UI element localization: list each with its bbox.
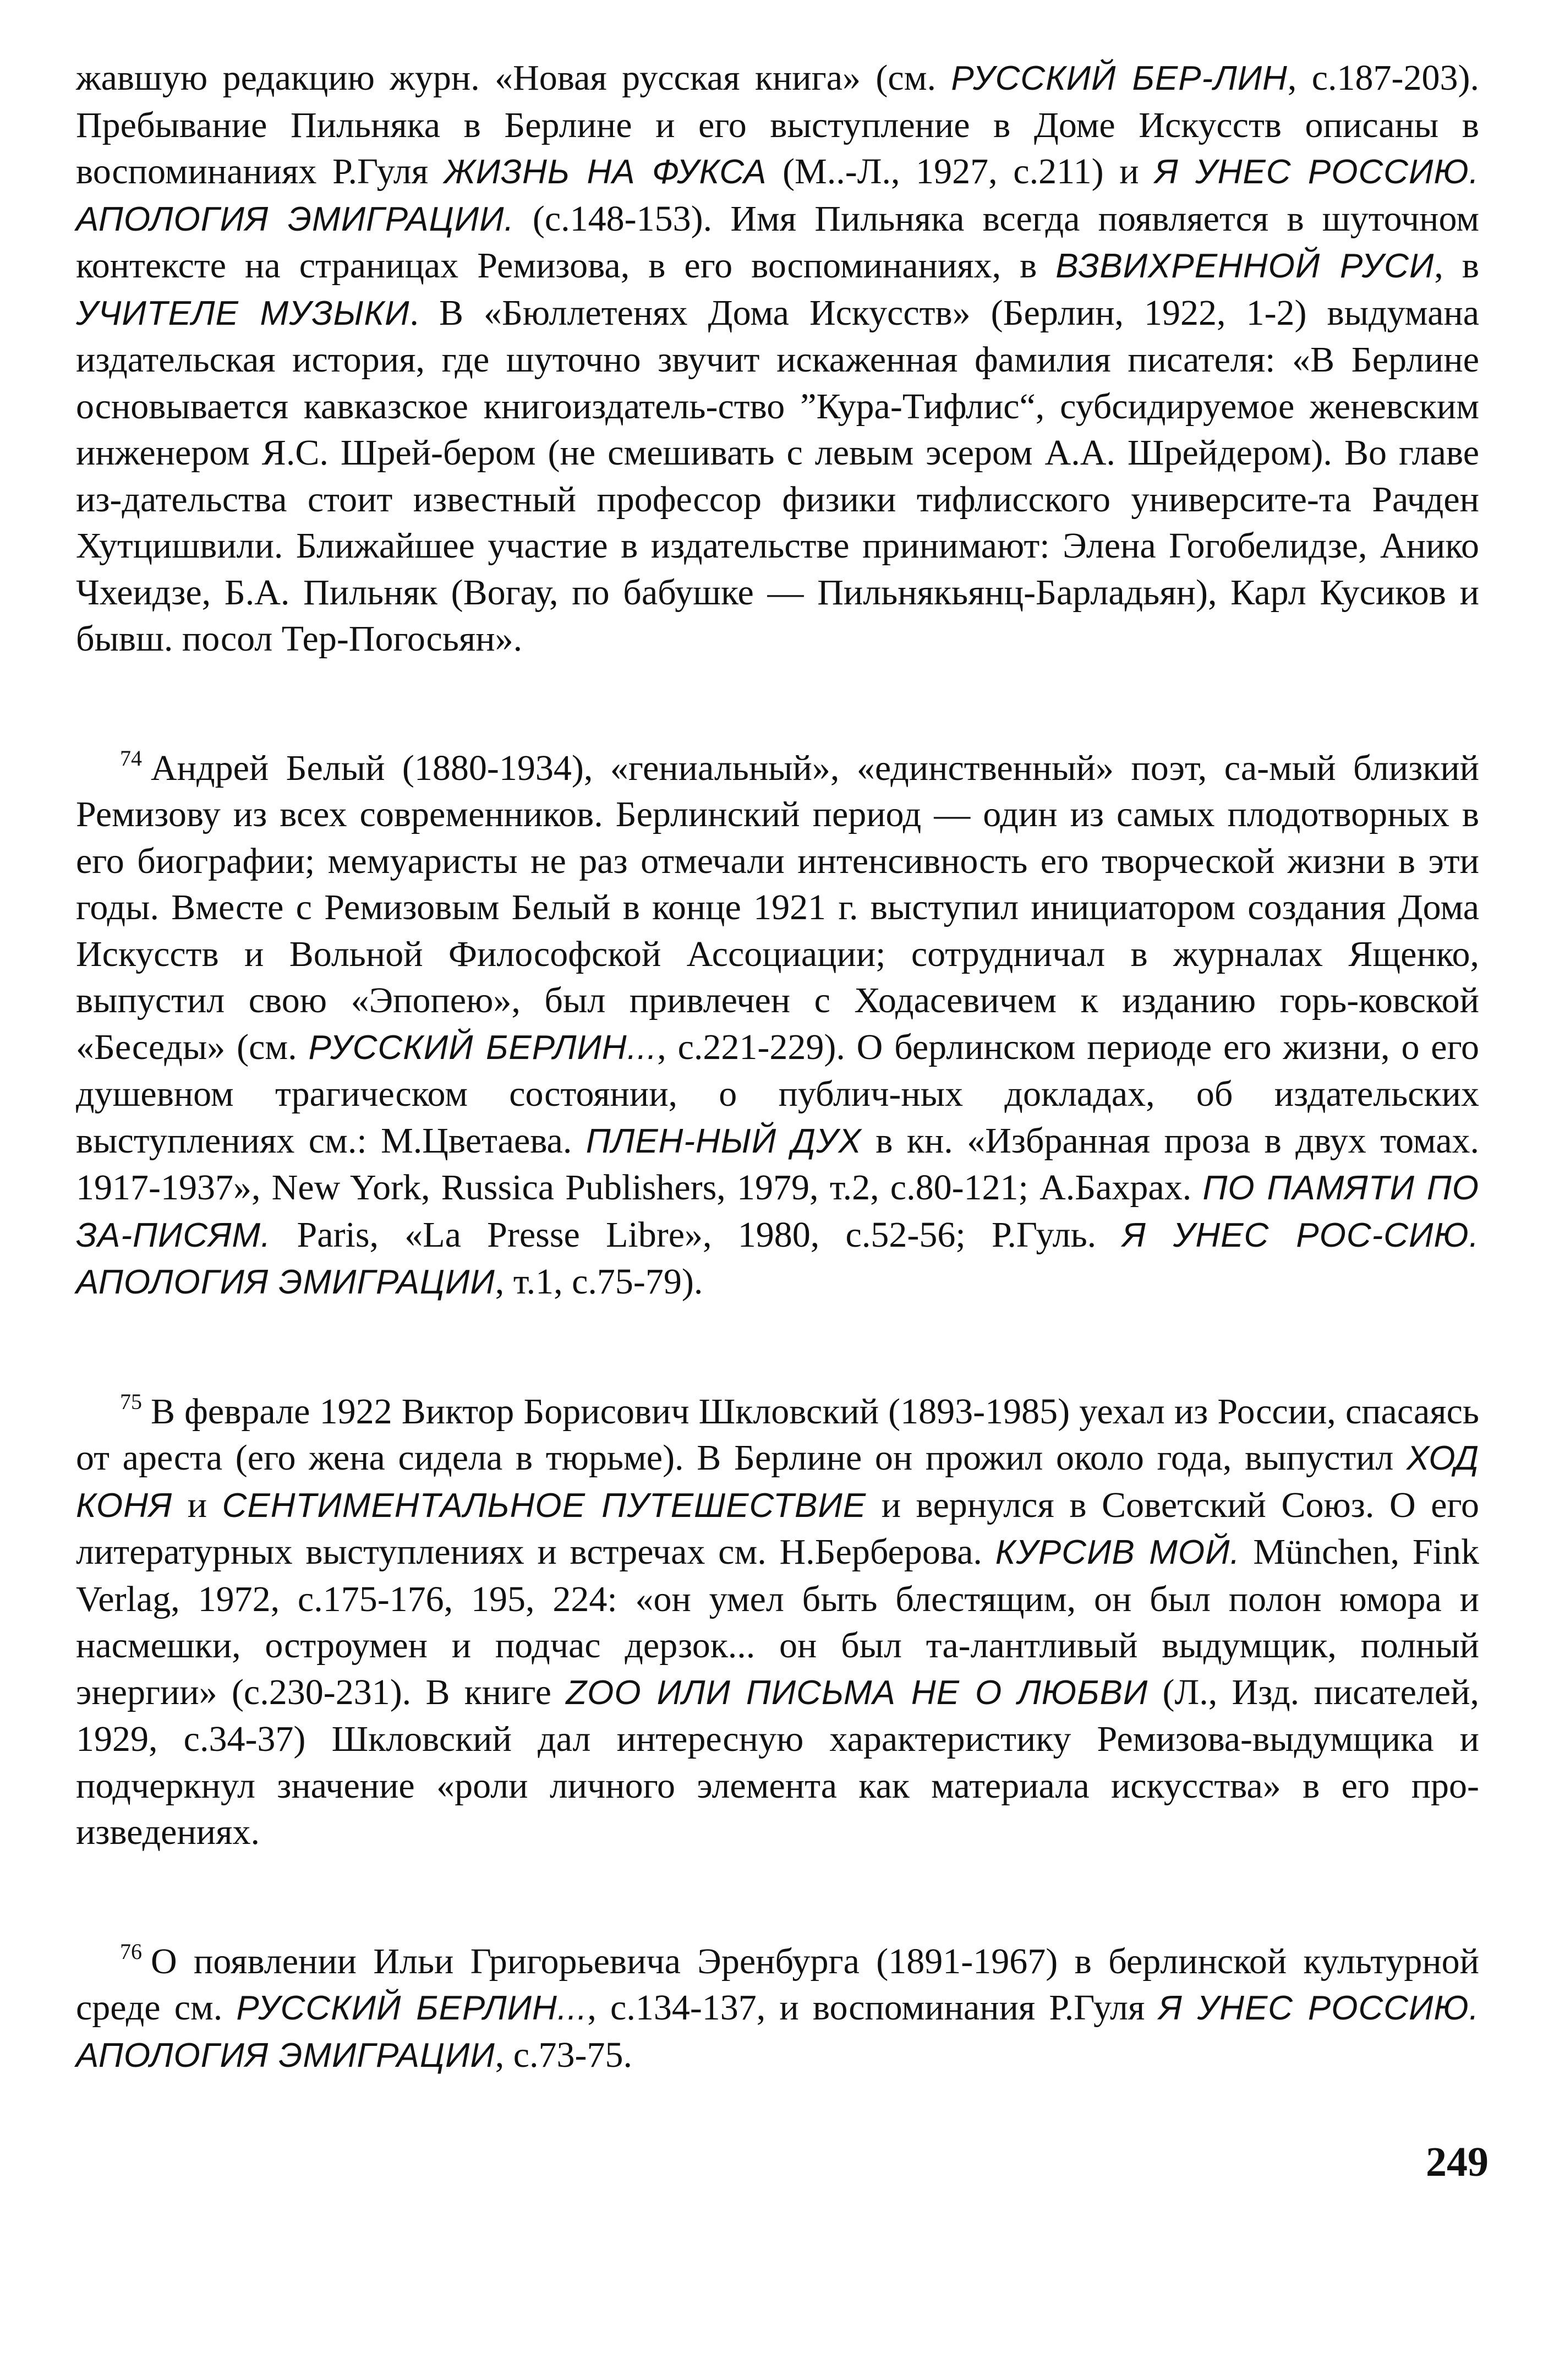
text-run: , в — [1434, 245, 1480, 286]
continued-footnote-73 — [76, 55, 1479, 663]
text-run: , с.221-229). О берлинском периоде его жизни, о его душевном трагическом состоянии, о публич-ных докладах, об издательских выступлениях см.: М.Цветаева. — [76, 1027, 1479, 1161]
text-run: München, Fink Verlag, 1972, с.175-176, 195, 224: «он умел быть блестящим, он был полон юмора и насмешки, остроумен и подчас дерзок... он был та-лантливый выдумщик, полный энергии» (с.230-231). В книге — [76, 1532, 1479, 1712]
text-run: Paris, «La Presse Libre», 1980, с.52-56; Р.Гуль. — [271, 1214, 1123, 1255]
text-run: , с.134-137, и воспоминания Р.Гуля — [587, 1988, 1159, 2028]
footnote-number: 74 — [120, 745, 142, 771]
page-number: 249 — [1426, 2139, 1489, 2185]
italic-title: КУРСИВ МОЙ. — [995, 1533, 1240, 1571]
italic-title: ВЗВИХРЕННОЙ РУСИ — [1055, 247, 1435, 285]
italic-title: ПО ПАМЯТИ ПО ЗА-ПИСЯМ. — [76, 1169, 1479, 1254]
footnote-number: 76 — [120, 1939, 142, 1964]
text-run: , с.73-75. — [495, 2034, 632, 2075]
text-run: жавшую редакцию журн. «Новая русская книга» (см. — [76, 58, 951, 98]
text-run: Андрей Белый (1880-1934), «гениальный», «единственный» поэт, са-мый близкий Ремизову из всех современников. Берлинский период — один из самых плодотворных в его биографии; мемуаристы не раз отмечали интенсивность его творческой жизни в эти годы. Вместе с Ремизовым Белый в конце 1921 г. выступил инициатором создания Дома Искусств и Вольной Философской Ассоциации; сотрудничал в журналах Ященко, выпустил свою «Эпопею», был привлечен с Ходасевичем к изданию горь-ковской «Беседы» (см. — [76, 747, 1479, 1067]
text-run: и — [172, 1484, 222, 1525]
italic-title: ХОД КОНЯ — [76, 1439, 1479, 1525]
italic-title: ЖИЗНЬ НА ФУКСА — [444, 153, 767, 191]
footnote-76 — [76, 1939, 1479, 2079]
footnote-75 — [76, 1389, 1479, 1856]
text-run: (с.148-153). Имя Пильняка всегда появляется в шуточном контексте на страницах Ремизова, в его воспоминаниях, в — [76, 198, 1479, 286]
text-run: , с.187-203). Пребывание Пильняка в Берлине и его выступление в Доме Искусств описаны в воспоминаниях Р.Гуля — [76, 58, 1479, 192]
text-run: и вернулся в Советский Союз. О его литературных выступлениях и встречах см. Н.Берберова. — [76, 1484, 1479, 1572]
text-run: О появлении Ильи Григорьевича Эренбурга (1891-1967) в берлинской культурной среде см. — [76, 1941, 1479, 2028]
footnote-number: 75 — [120, 1389, 142, 1414]
italic-title: РУССКИЙ БЕРЛИН... — [236, 1989, 588, 2027]
text-run: (М..-Л., 1927, с.211) и — [767, 151, 1155, 192]
text-run: в кн. «Избранная проза в двух томах. 1917-1937», New York, Russica Publishers, 1979, т.2, с.80-121; А.Бахрах. — [76, 1120, 1479, 1208]
italic-title: СЕНТИМЕНТАЛЬНОЕ ПУТЕШЕСТВИЕ — [222, 1486, 867, 1525]
italic-title: УЧИТЕЛЕ МУЗЫКИ — [76, 294, 410, 332]
italic-title: Я УНЕС РОС-СИЮ. АПОЛОГИЯ ЭМИГРАЦИИ — [76, 1216, 1479, 1301]
italic-title: РУССКИЙ БЕР-ЛИН — [951, 59, 1288, 97]
italic-title: ПЛЕН-НЫЙ ДУХ — [586, 1122, 862, 1160]
text-run: , т.1, с.75-79). — [495, 1262, 703, 1302]
text-run: . В «Бюллетенях Дома Искусств» (Берлин, 1922, 1-2) выдумана издательская история, где шуточно звучит искаженная фамилия писателя: «В Берлине основывается кавказское книгоиздатель-ство ”Кура-Тифлис“, субсидируемое женевским инженером Я.С. Шрей-бером (не смешивать с левым эсером А.А. Шрейдером). Во главе из-дательства стоит известный профессор физики тифлисского университе-та Рачден Хутцишвили. Ближайшее участие в издательстве принимают: Элена Гогобелидзе, Анико Чхеидзе, Б.А. Пильняк (Вогау, по бабушке — Пильнякьянц-Барладьян), Карл Кусиков и бывш. посол Тер-Погосьян». — [76, 292, 1479, 659]
page-body — [76, 55, 1479, 2079]
footnote-74 — [76, 745, 1479, 1306]
italic-title: РУССКИЙ БЕРЛИН... — [308, 1028, 658, 1067]
text-run: В феврале 1922 Виктор Борисович Шкловский (1893-1985) уехал из России, спасаясь от ареста (его жена сидела в тюрьме). В Берлине он прожил около года, выпустил — [76, 1391, 1479, 1478]
italic-title: Я УНЕС РОССИЮ. АПОЛОГИЯ ЭМИГРАЦИИ — [76, 1989, 1480, 2075]
italic-title: ZOO ИЛИ ПИСЬМА НЕ О ЛЮБВИ — [566, 1673, 1148, 1712]
italic-title: Я УНЕС РОССИЮ. АПОЛОГИЯ ЭМИГРАЦИИ. — [76, 153, 1479, 238]
text-run: (Л., Изд. писателей, 1929, с.34-37) Шкловский дал интересную характеристику Ремизова-выдумщика и подчеркнул значение «роли личного элемента как материала искусства» в его про-изведениях. — [76, 1672, 1479, 1852]
